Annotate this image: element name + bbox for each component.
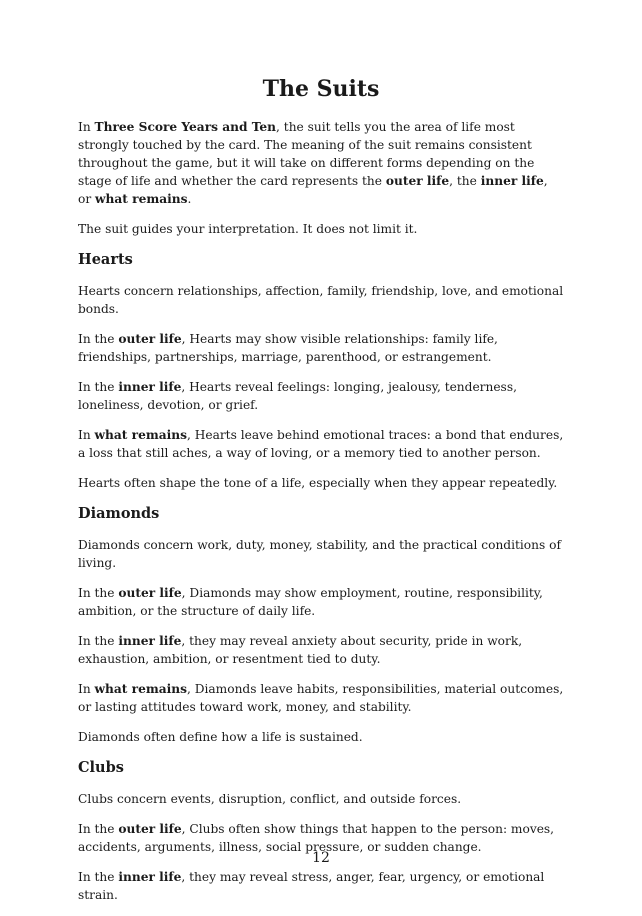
text-run: , they may reveal stress, anger, fear, urgency, or emotional strain. — [78, 870, 545, 902]
intro-paragraph — [78, 118, 564, 208]
clubs-inner-life-paragraph — [78, 868, 564, 904]
term-outer-life: outer life — [118, 332, 182, 346]
text-run: In the — [78, 634, 119, 648]
text-run: , Hearts may show visible relationships: family life, friendships, partnerships, marriage, parenthood, or estrangement. — [78, 332, 498, 364]
diamonds-what-remains-paragraph — [78, 680, 564, 716]
term-what-remains: what remains — [94, 682, 187, 696]
term-what-remains: what remains — [94, 428, 187, 442]
diamonds-inner-life-paragraph — [78, 632, 564, 668]
intro-guidance-paragraph: The suit guides your interpretation. It does not limit it. — [78, 222, 418, 236]
term-outer-life: outer life — [118, 586, 182, 600]
text-run: , Diamonds may show employment, routine, responsibility, ambition, or the structure of daily life. — [78, 586, 543, 618]
text-run: , Hearts reveal feelings: longing, jealousy, tenderness, loneliness, devotion, or grief. — [78, 380, 517, 412]
text-run: In the — [78, 822, 119, 836]
text-run: In the — [78, 586, 119, 600]
hearts-summary-paragraph: Hearts often shape the tone of a life, especially when they appear repeatedly. — [78, 476, 558, 490]
hearts-paragraph: Hearts concern relationships, affection, family, friendship, love, and emotional bonds. — [78, 284, 564, 316]
diamonds-paragraph: Diamonds concern work, duty, money, stability, and the practical conditions of living. — [78, 538, 561, 570]
game-title-bold: Three Score Years and Ten — [94, 120, 277, 134]
text-run: In — [78, 120, 95, 134]
text-run: , they may reveal anxiety about security, pride in work, exhaustion, ambition, or resentment tied to duty. — [78, 634, 523, 666]
term-inner-life: inner life — [480, 174, 544, 188]
term-outer-life: outer life — [385, 174, 450, 188]
text-run: , or — [78, 174, 548, 206]
clubs-paragraph: Clubs concern events, disruption, conflict, and outside forces. — [78, 792, 462, 806]
term-inner-life: inner life — [118, 634, 182, 648]
page-title: The Suits — [262, 76, 380, 102]
section-heading-diamonds: Diamonds — [78, 505, 160, 522]
section-heading-clubs: Clubs — [78, 759, 124, 776]
term-what-remains: what remains — [95, 192, 188, 206]
section-heading-hearts: Hearts — [78, 251, 133, 268]
hearts-outer-life-paragraph — [78, 330, 564, 366]
page-content — [78, 118, 564, 916]
text-run: , the suit tells you the area of life most strongly touched by the card. The meaning of the suit remains consistent throughout the game, but it will take on different forms depending on the stage of life and whether the card represents the — [78, 120, 535, 188]
text-run: In the — [78, 380, 119, 394]
text-run: In the — [78, 870, 119, 884]
text-run: , the — [449, 174, 481, 188]
text-run: In — [78, 428, 95, 442]
hearts-inner-life-paragraph — [78, 378, 564, 414]
term-outer-life: outer life — [118, 822, 182, 836]
text-run: In — [78, 682, 95, 696]
text-run: , Hearts leave behind emotional traces: a bond that endures, a loss that still aches, a way of loving, or a memory tied to another person. — [78, 428, 564, 460]
page-number: 12 — [312, 850, 330, 866]
term-inner-life: inner life — [118, 380, 182, 394]
diamonds-summary-paragraph: Diamonds often define how a life is sustained. — [78, 730, 363, 744]
text-run: , Diamonds leave habits, responsibilities, material outcomes, or lasting attitudes toward work, money, and stability. — [78, 682, 564, 714]
text-run: In the — [78, 332, 119, 346]
hearts-what-remains-paragraph — [78, 426, 564, 462]
text-run: . — [187, 192, 192, 206]
term-inner-life: inner life — [118, 870, 182, 884]
text-run: , Clubs often show things that happen to the person: moves, accidents, arguments, illness, social pressure, or sudden change. — [78, 822, 555, 854]
diamonds-outer-life-paragraph — [78, 584, 564, 620]
